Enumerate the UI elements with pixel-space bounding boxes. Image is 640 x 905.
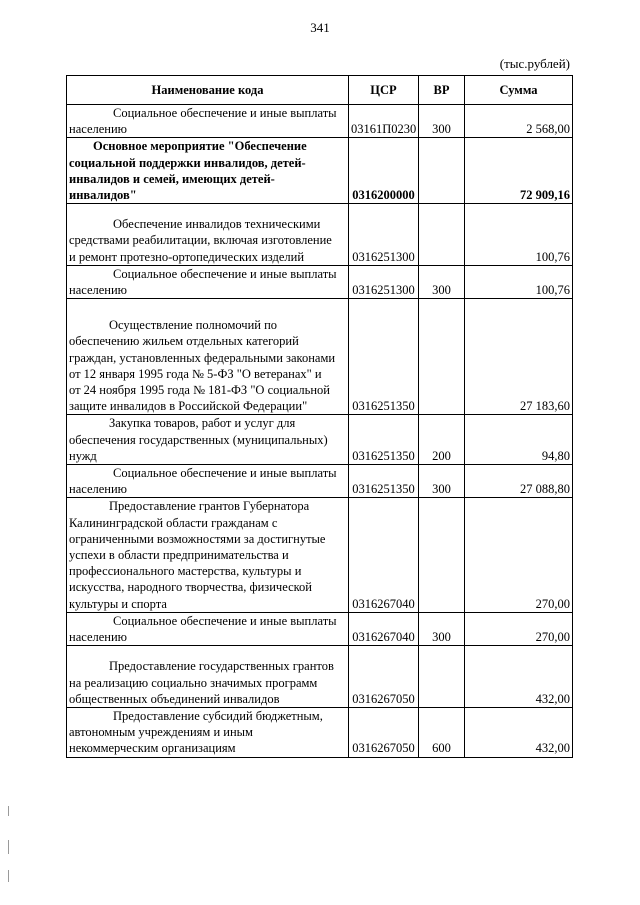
row-vr bbox=[419, 299, 465, 415]
row-vr bbox=[419, 138, 465, 204]
table-row bbox=[67, 299, 573, 415]
row-name-line: Предоставление государственных грантов bbox=[109, 659, 334, 674]
row-vr bbox=[419, 646, 465, 708]
margin-mark bbox=[8, 870, 9, 882]
table-row bbox=[67, 204, 573, 266]
row-name-line: профессионального мастерства, культуры и bbox=[69, 564, 302, 579]
row-name bbox=[67, 204, 349, 266]
row-name-line: автономным учреждениям и иным bbox=[69, 725, 253, 740]
row-name-line: Предоставление грантов Губернатора bbox=[109, 499, 310, 514]
margin-mark bbox=[8, 806, 9, 816]
row-name bbox=[67, 105, 349, 138]
row-vr: 200 bbox=[419, 415, 465, 465]
row-vr: 300 bbox=[419, 105, 465, 138]
margin-mark bbox=[8, 840, 9, 854]
page-number: 341 bbox=[310, 20, 330, 35]
row-name-line: населению bbox=[69, 122, 127, 137]
row-csr: 0316267040 bbox=[349, 498, 419, 612]
row-name-line: населению bbox=[69, 482, 127, 497]
row-name bbox=[67, 138, 349, 204]
row-name-line: населению bbox=[69, 283, 127, 298]
row-name bbox=[67, 465, 349, 498]
table-row bbox=[67, 465, 573, 498]
row-sum: 270,00 bbox=[465, 612, 573, 645]
row-spacer bbox=[69, 204, 346, 216]
row-name-line: Социальное обеспечение и иные выплаты bbox=[113, 266, 337, 281]
row-name-line: Социальное обеспечение и иные выплаты bbox=[113, 466, 337, 481]
row-name-line: социальной поддержки инвалидов, детей- bbox=[69, 155, 306, 170]
row-sum: 72 909,16 bbox=[465, 138, 573, 204]
row-name-line: и ремонт протезно-ортопедических изделий bbox=[69, 249, 305, 264]
row-name bbox=[67, 415, 349, 465]
row-csr: 03161П0230 bbox=[349, 105, 419, 138]
row-name-line: инвалидов и семей, имеющих детей- bbox=[69, 171, 275, 186]
row-name-line: защите инвалидов в Российской Федерации" bbox=[69, 399, 308, 414]
row-name bbox=[67, 299, 349, 415]
row-csr: 0316251350 bbox=[349, 465, 419, 498]
row-name-line: Социальное обеспечение и иные выплаты bbox=[113, 613, 337, 628]
row-csr: 0316267040 bbox=[349, 612, 419, 645]
row-sum: 100,76 bbox=[465, 265, 573, 298]
row-sum: 432,00 bbox=[465, 646, 573, 708]
row-vr: 300 bbox=[419, 265, 465, 298]
row-name bbox=[67, 646, 349, 708]
row-csr: 0316251350 bbox=[349, 299, 419, 415]
table-row bbox=[67, 646, 573, 708]
row-csr: 0316251350 bbox=[349, 415, 419, 465]
row-name-line: искусства, народного творчества, физической bbox=[69, 580, 312, 595]
table-row bbox=[67, 612, 573, 645]
header-name: Наименование кода bbox=[67, 76, 349, 105]
row-spacer bbox=[69, 646, 346, 658]
header-csr: ЦСР bbox=[349, 76, 419, 105]
row-name bbox=[67, 707, 349, 757]
table-header-row bbox=[67, 76, 573, 105]
row-sum: 2 568,00 bbox=[465, 105, 573, 138]
row-sum: 100,76 bbox=[465, 204, 573, 266]
row-name-line: на реализацию социально значимых программ bbox=[69, 675, 318, 690]
row-name-line: Предоставление субсидий бюджетным, bbox=[113, 708, 323, 723]
row-name-line: Обеспечение инвалидов техническими bbox=[113, 217, 321, 232]
units-label: (тыс.рублей) bbox=[499, 56, 570, 71]
row-name-line: населению bbox=[69, 630, 127, 645]
row-sum: 27 183,60 bbox=[465, 299, 573, 415]
row-vr: 600 bbox=[419, 707, 465, 757]
row-sum: 432,00 bbox=[465, 707, 573, 757]
row-name-line: Калининградской области гражданам с bbox=[69, 515, 278, 530]
row-name-line: Основное мероприятие "Обеспечение bbox=[93, 139, 307, 154]
row-name-line: инвалидов" bbox=[69, 188, 137, 203]
header-sum: Сумма bbox=[465, 76, 573, 105]
budget-table bbox=[66, 75, 573, 758]
row-name-line: культуры и спорта bbox=[69, 596, 167, 611]
row-name-line: обеспечения государственных (муниципальных) bbox=[69, 432, 328, 447]
row-name bbox=[67, 498, 349, 612]
row-name-line: от 24 ноября 1995 года № 181-ФЗ "О социальной bbox=[69, 383, 330, 398]
row-name-line: некоммерческим организациям bbox=[69, 741, 236, 756]
table-row bbox=[67, 707, 573, 757]
table-row bbox=[67, 138, 573, 204]
row-vr: 300 bbox=[419, 465, 465, 498]
row-csr: 0316267050 bbox=[349, 707, 419, 757]
row-sum: 270,00 bbox=[465, 498, 573, 612]
row-name-line: обеспечению жильем отдельных категорий bbox=[69, 334, 299, 349]
row-name-line: успехи в области предпринимательства и bbox=[69, 548, 289, 563]
row-name bbox=[67, 265, 349, 298]
row-sum: 27 088,80 bbox=[465, 465, 573, 498]
row-csr: 0316251300 bbox=[349, 204, 419, 266]
row-name-line: от 12 января 1995 года № 5-ФЗ "О ветеранах" и bbox=[69, 366, 322, 381]
row-csr: 0316200000 bbox=[349, 138, 419, 204]
row-sum: 94,80 bbox=[465, 415, 573, 465]
row-name-line: средствами реабилитации, включая изготовление bbox=[69, 233, 332, 248]
row-name-line: Социальное обеспечение и иные выплаты bbox=[113, 106, 337, 120]
table-row bbox=[67, 498, 573, 612]
table-row bbox=[67, 105, 573, 138]
row-name-line: Осуществление полномочий по bbox=[109, 318, 278, 333]
row-csr: 0316267050 bbox=[349, 646, 419, 708]
row-name-line: общественных объединений инвалидов bbox=[69, 691, 280, 706]
row-csr: 0316251300 bbox=[349, 265, 419, 298]
row-vr bbox=[419, 204, 465, 266]
row-name-line: граждан, установленных федеральными законами bbox=[69, 350, 336, 365]
row-name bbox=[67, 612, 349, 645]
table-row bbox=[67, 415, 573, 465]
row-name-line: нужд bbox=[69, 448, 97, 463]
row-spacer bbox=[69, 299, 346, 317]
row-name-line: Закупка товаров, работ и услуг для bbox=[109, 416, 296, 431]
table-row bbox=[67, 265, 573, 298]
header-vr: ВР bbox=[419, 76, 465, 105]
row-vr: 300 bbox=[419, 612, 465, 645]
row-name-line: ограниченными возможностями за достигнутые bbox=[69, 531, 326, 546]
row-vr bbox=[419, 498, 465, 612]
